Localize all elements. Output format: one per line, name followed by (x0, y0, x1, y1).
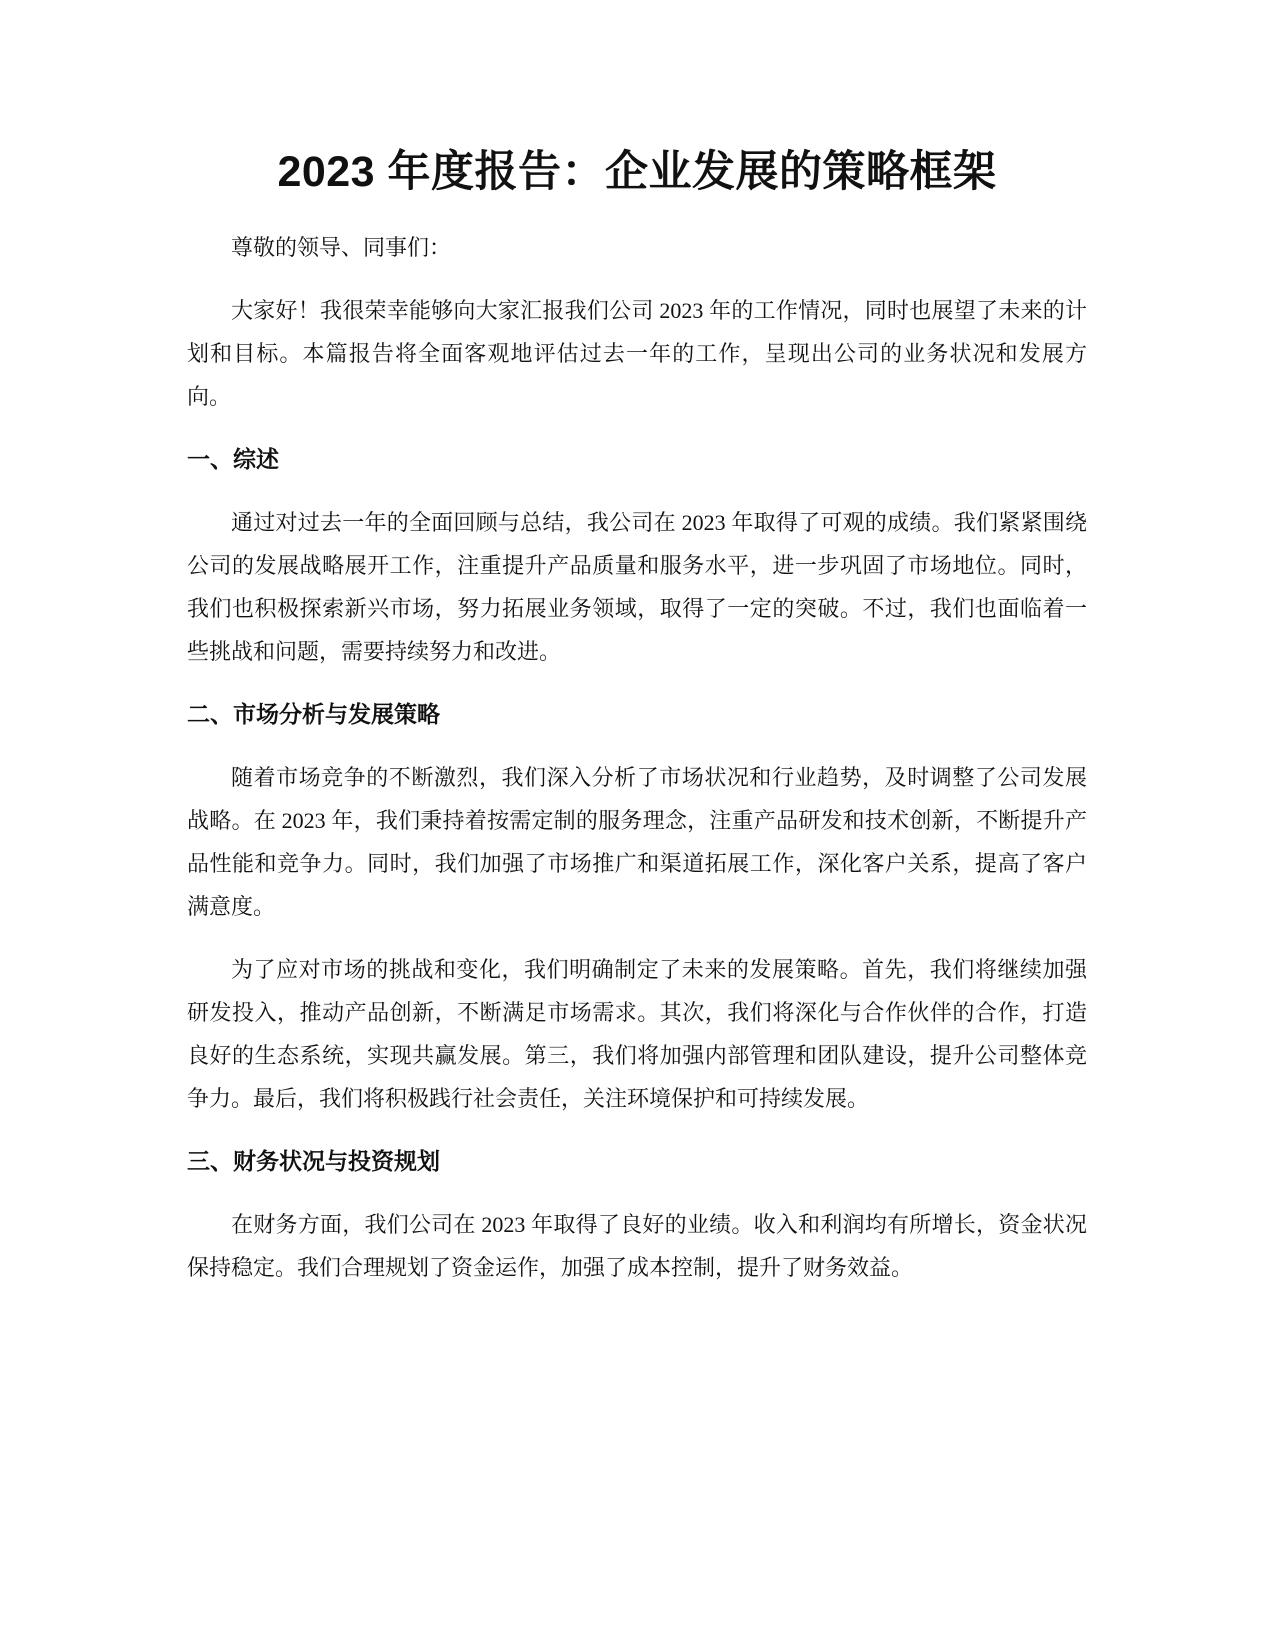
salutation: 尊敬的领导、同事们： (231, 235, 452, 260)
intro-paragraph: 大家好！我很荣幸能够向大家汇报我们公司 2023 年的工作情况，同时也展望了未来的计划和目标。本篇报告将全面客观地评估过去一年的工作，呈现出公司的业务状况和发展方向。 (187, 298, 1087, 409)
section-heading-finance-investment: 三、财务状况与投资规划 (187, 1148, 440, 1174)
document-title: 2023 年度报告：企业发展的策略框架 (277, 148, 997, 196)
section-heading-overview: 一、综述 (187, 446, 279, 472)
section-heading-market-strategy: 二、市场分析与发展策略 (187, 701, 440, 727)
section-paragraph: 在财务方面，我们公司在 2023 年取得了良好的业绩。收入和利润均有所增长，资金状况保持稳定。我们合理规划了资金运作，加强了成本控制，提升了财务效益。 (187, 1212, 1087, 1280)
document-page (187, 140, 1087, 1309)
section-paragraph: 为了应对市场的挑战和变化，我们明确制定了未来的发展策略。首先，我们将继续加强研发投入，推动产品创新，不断满足市场需求。其次，我们将深化与合作伙伴的合作，打造良好的生态系统，实现共赢发展。第三，我们将加强内部管理和团队建设，提升公司整体竞争力。最后，我们将积极践行社会责任，关注环境保护和可持续发展。 (187, 957, 1087, 1111)
section-paragraph: 通过对过去一年的全面回顾与总结，我公司在 2023 年取得了可观的成绩。我们紧紧围绕公司的发展战略展开工作，注重提升产品质量和服务水平，进一步巩固了市场地位。同时，我们也积极探索新兴市场，努力拓展业务领域，取得了一定的突破。不过，我们也面临着一些挑战和问题，需要持续努力和改进。 (187, 510, 1087, 664)
section-paragraph: 随着市场竞争的不断激烈，我们深入分析了市场状况和行业趋势，及时调整了公司发展战略。在 2023 年，我们秉持着按需定制的服务理念，注重产品研发和技术创新，不断提升产品性能和竞争力。同时，我们加强了市场推广和渠道拓展工作，深化客户关系，提高了客户满意度。 (187, 765, 1087, 919)
